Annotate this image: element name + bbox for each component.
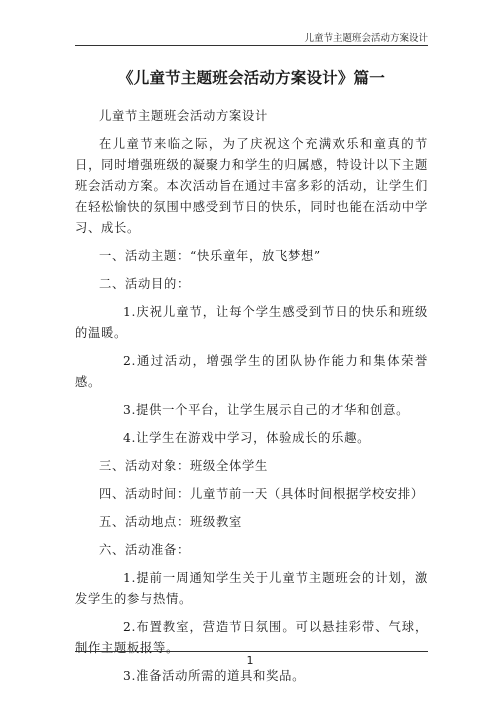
- header-divider: [75, 45, 428, 46]
- section-preparation-heading: 六、活动准备：: [99, 543, 190, 557]
- preparation-item-2: 2.布置教室，营造节日氛围。可以悬挂彩带、气球，制作主题板报等。: [75, 620, 428, 655]
- purpose-item-1: 1.庆祝儿童节，让每个学生感受到节日的快乐和班级的温暖。: [75, 305, 428, 340]
- purpose-item-2: 2.通过活动，增强学生的团队协作能力和集体荣誉感。: [75, 354, 428, 389]
- section-purpose-heading: 二、活动目的：: [99, 277, 190, 291]
- purpose-item-4: 4.让学生在游戏中学习，体验成长的乐趣。: [123, 431, 371, 445]
- purpose-item-3: 3.提供一个平台，让学生展示自己的才华和创意。: [123, 403, 410, 417]
- section-participants: 三、活动对象：班级全体学生: [99, 459, 268, 473]
- running-header: 儿童节主题班会活动方案设计: [304, 33, 428, 44]
- document-title: 《儿童节主题班会活动方案设计》篇一: [118, 68, 385, 87]
- page-number: 1: [246, 654, 254, 667]
- section-time: 四、活动时间：儿童节前一天（具体时间根据学校安排）: [99, 487, 424, 501]
- section-theme: 一、活动主题：“快乐童年，放飞梦想”: [99, 249, 321, 263]
- document-body: [75, 60, 428, 694]
- footer-divider: [75, 651, 428, 652]
- paragraph-intro: 在儿童节来临之际，为了庆祝这个充满欢乐和童真的节日，同时增强班级的凝聚力和学生的归属感，特设计以下主题班会活动方案。本次活动旨在通过丰富多彩的活动，让学生们在轻松愉快的氛围中感受到节日的快乐，同时也能在活动中学习、成长。: [75, 137, 428, 235]
- preparation-item-1: 1.提前一周通知学生关于儿童节主题班会的计划，激发学生的参与热情。: [75, 571, 428, 606]
- preparation-item-3: 3.准备活动所需的道具和奖品。: [123, 669, 306, 683]
- section-location: 五、活动地点：班级教室: [99, 515, 242, 529]
- paragraph-subtitle: 儿童节主题班会活动方案设计: [99, 109, 268, 123]
